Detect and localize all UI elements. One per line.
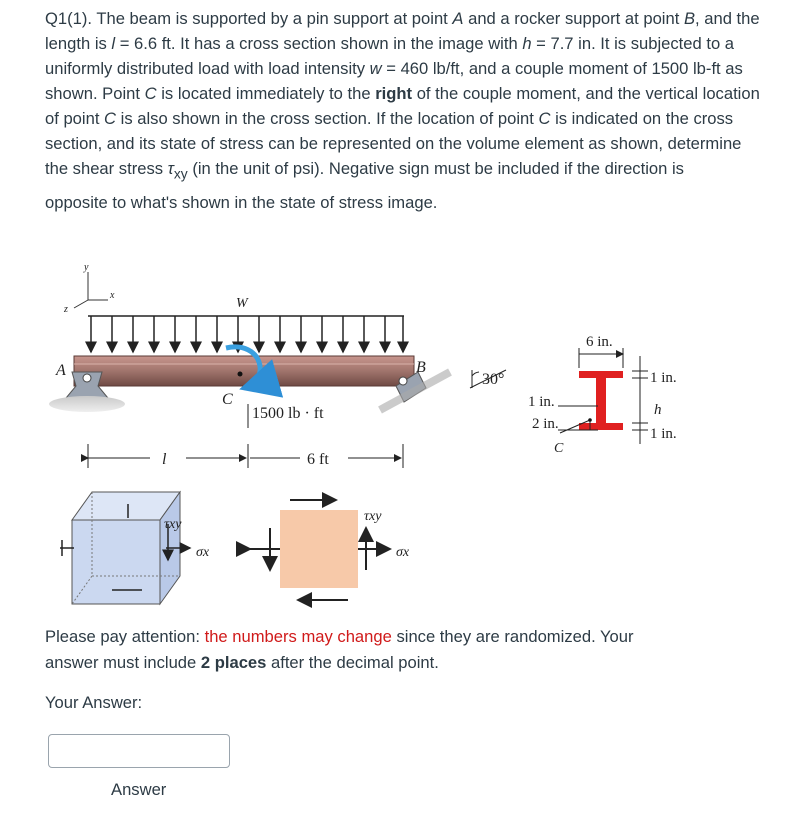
axes-triad — [63, 262, 115, 315]
load-w-label: W — [236, 296, 248, 311]
six-ft-label: 6 ft — [307, 451, 329, 468]
point-b-label: B — [416, 359, 426, 376]
stress-element-cube — [60, 492, 190, 604]
square-tau-label: τxy — [364, 509, 382, 524]
cube-tau-label: τxy — [164, 517, 182, 532]
angle-label: 30° — [482, 371, 505, 388]
section-width-label: 6 in. — [586, 334, 613, 350]
section-top-flange-label: 1 in. — [650, 370, 677, 386]
axis-x-label: x — [110, 290, 115, 301]
section-h-label: h — [654, 402, 662, 418]
section-c-distance-1: 1 in. — [528, 394, 555, 410]
length-l-label: l — [162, 451, 167, 468]
moment-label: 1500 lb · ft — [252, 405, 324, 422]
point-c-label: C — [222, 391, 233, 408]
section-point-c-label: C — [554, 441, 564, 456]
your-answer-heading: Your Answer: — [45, 693, 143, 712]
cube-sigma-label: σx — [196, 545, 210, 560]
axis-y-label: y — [84, 262, 89, 273]
i-beam-cross-section — [558, 348, 648, 444]
axis-z-label: z — [64, 304, 68, 315]
beam — [74, 356, 414, 386]
answer-label: Answer — [111, 780, 167, 799]
section-bottom-flange-label: 1 in. — [650, 426, 677, 442]
point-a-label: A — [56, 362, 66, 379]
question-text: Q1(1). The beam is supported by a pin support at point A and a rocker support at point B, and the length is l = 6.6 ft. It has a cross section shown in the image with h = 7.7 in. It is subjected to a uniformly distributed load with load intensity w = 460 lb/ft, and a couple moment of 1500 lb-ft as shown. Point C is located immediately to the right of the couple moment, and the vertical location of point C is also shown in the cross section. If the location of point C is indicated on the cross section, and its state of stress can be represented on the volume element as shown, determine the shear stress $\tau_{xy}$ (in the unit of psi). Negative sign must be included if the direction is opposite to what's shown in the state of stress image. — [45, 9, 760, 213]
dimension-lines — [88, 444, 403, 468]
square-sigma-label: σx — [396, 545, 410, 560]
answer-input[interactable] — [48, 734, 230, 768]
section-c-distance-2: 2 in. — [532, 416, 559, 432]
randomization-note: Please pay attention: the numbers may change since they are randomized. Your answer must include 2 places after the decimal point. — [45, 627, 634, 672]
